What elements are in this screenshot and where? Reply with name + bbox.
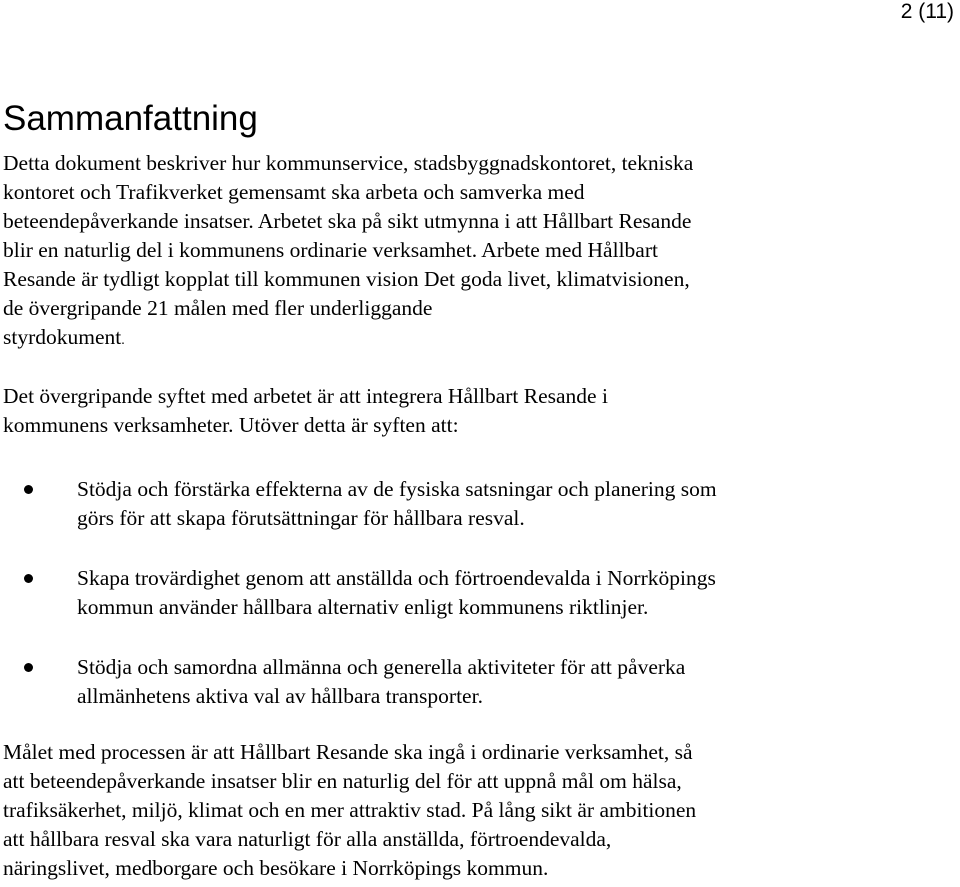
- bullet-line: görs för att skapa förutsättningar för hållbara resval.: [77, 506, 525, 530]
- bullet-icon: [24, 663, 33, 672]
- bullet-text: [77, 653, 937, 711]
- bullet-line: kommun använder hållbara alternativ enligt kommunens riktlinjer.: [77, 595, 649, 619]
- bullet-icon: [24, 574, 33, 583]
- purpose-line: kommunens verksamheter. Utöver detta är syften att:: [3, 413, 459, 437]
- intro-line: Resande är tydligt kopplat till kommunen vision Det goda livet, klimatvisionen,: [3, 267, 690, 291]
- page-number: 2 (11): [900, 0, 954, 23]
- goal-line: att beteendepåverkande insatser blir en naturlig del för att uppnå mål om hälsa,: [3, 769, 682, 793]
- purpose-paragraph: [3, 382, 943, 440]
- intro-period: .: [121, 333, 125, 348]
- bullet-icon: [24, 485, 33, 494]
- bullet-line: Stödja och samordna allmänna och generella aktiviteter för att påverka: [77, 655, 686, 679]
- intro-paragraph: [3, 149, 943, 355]
- intro-line: blir en naturlig del i kommunens ordinarie verksamhet. Arbete med Hållbart: [3, 238, 658, 262]
- intro-line-last: [3, 323, 943, 355]
- intro-line-text: styrdokument: [3, 325, 122, 349]
- purpose-line: Det övergripande syftet med arbetet är att integrera Hållbart Resande i: [3, 384, 608, 408]
- bullet-line: allmänhetens aktiva val av hållbara transporter.: [77, 684, 483, 708]
- goal-paragraph: [3, 738, 943, 883]
- bullet-text: [77, 564, 937, 622]
- bullet-text: [77, 475, 937, 533]
- intro-line: kontoret och Trafikverket gemensamt ska arbeta och samverka med: [3, 180, 585, 204]
- intro-line: beteendepåverkande insatser. Arbetet ska på sikt utmynna i att Hållbart Resande: [3, 209, 692, 233]
- goal-line: näringslivet, medborgare och besökare i Norrköpings kommun.: [3, 856, 549, 880]
- section-heading: Sammanfattning: [3, 99, 258, 138]
- intro-line: Detta dokument beskriver hur kommunservice, stadsbyggnadskontoret, tekniska: [3, 151, 694, 175]
- intro-line: de övergripande 21 målen med fler underliggande: [3, 296, 433, 320]
- bullet-line: Stödja och förstärka effekterna av de fysiska satsningar och planering som: [77, 477, 717, 501]
- goal-line: Målet med processen är att Hållbart Resande ska ingå i ordinarie verksamhet, så: [3, 740, 693, 764]
- bullet-line: Skapa trovärdighet genom att anställda och förtroendevalda i Norrköpings: [77, 566, 716, 590]
- goal-line: att hållbara resval ska vara naturligt för alla anställda, förtroendevalda,: [3, 827, 612, 851]
- goal-line: trafiksäkerhet, miljö, klimat och en mer attraktiv stad. På lång sikt är ambitionen: [3, 798, 697, 822]
